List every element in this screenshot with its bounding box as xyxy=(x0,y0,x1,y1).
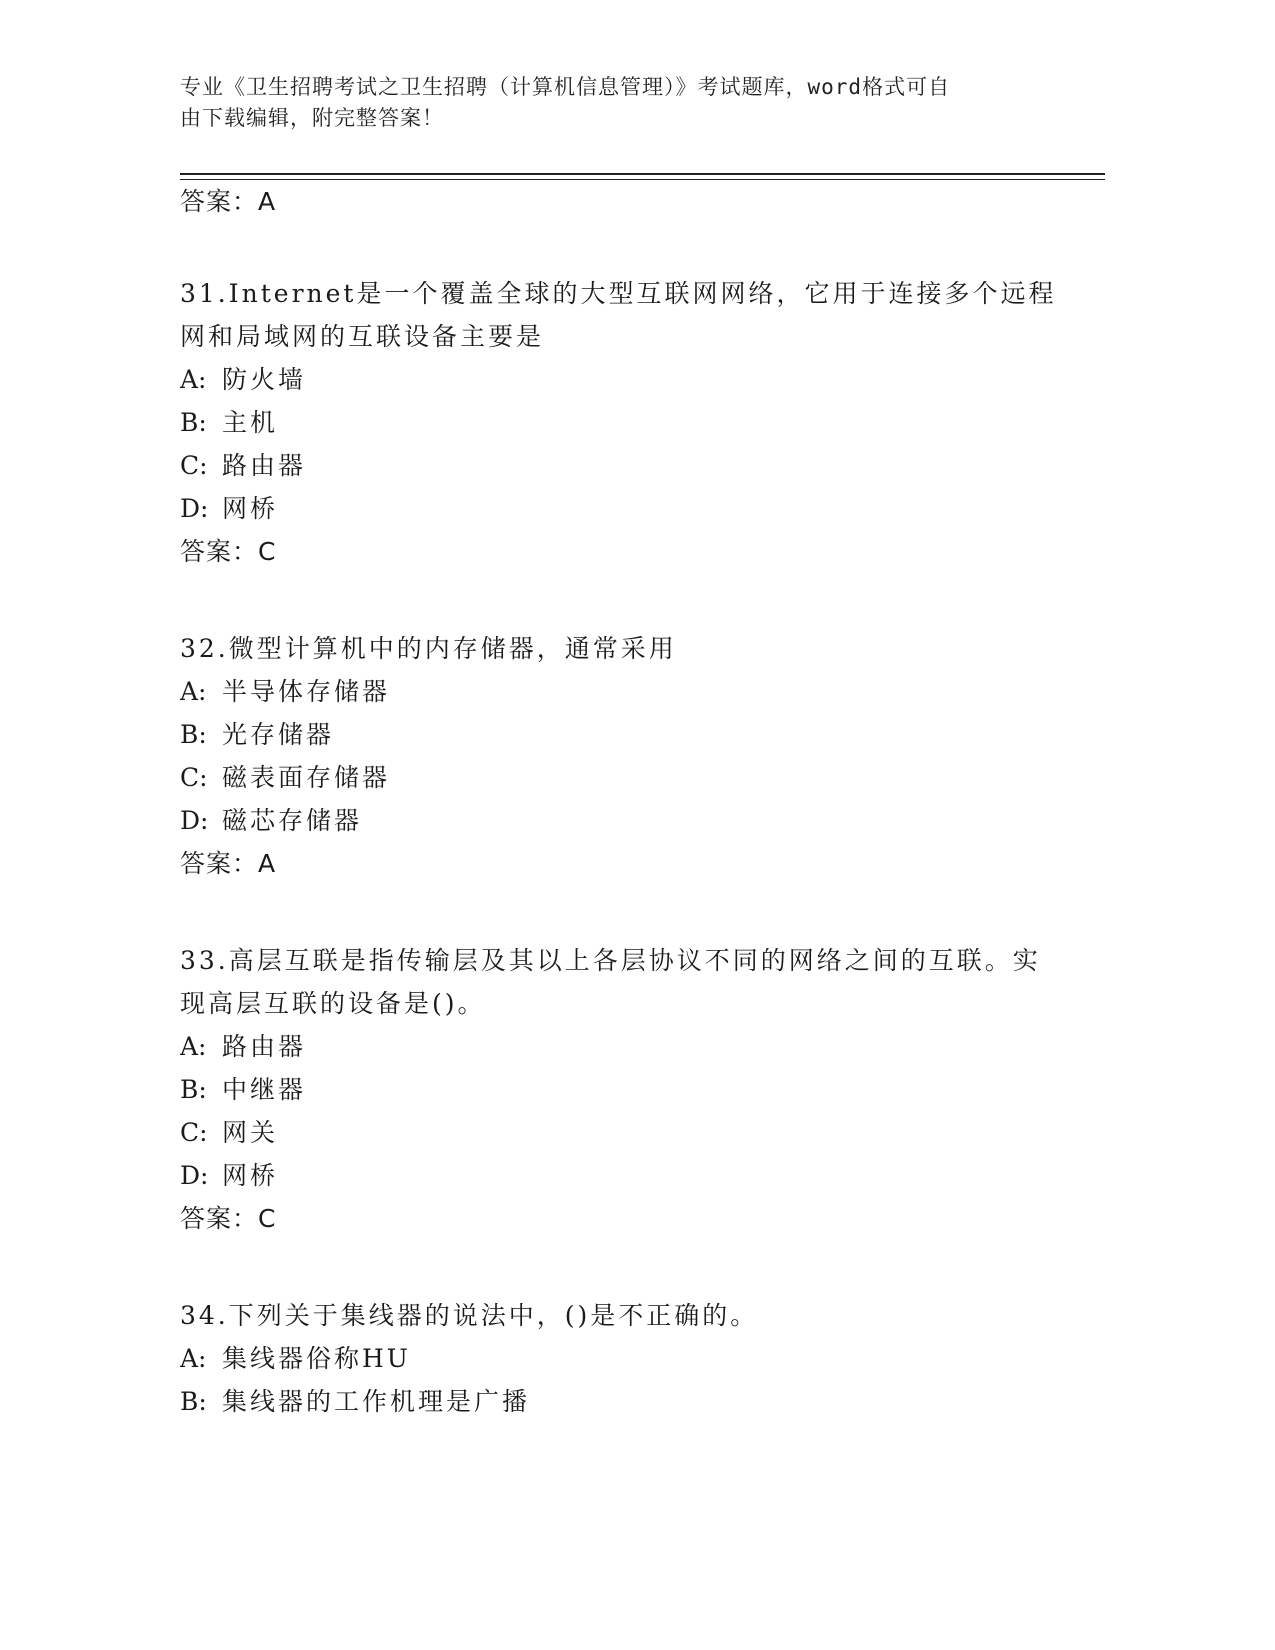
option-b xyxy=(180,713,1105,756)
option-key: A: xyxy=(180,677,207,706)
option-a xyxy=(180,670,1105,713)
question-text-line-2: 网和局域网的互联设备主要是 xyxy=(180,322,545,351)
document-header xyxy=(180,72,1050,134)
option-b xyxy=(180,401,1105,444)
question-text-line-2: 现高层互联的设备是()。 xyxy=(180,989,486,1018)
option-a xyxy=(180,1025,1105,1068)
header-title-line-1: 专业《卫生招聘考试之卫生招聘（计算机信息管理）》考试题库，word格式可自 xyxy=(180,75,951,99)
option-b xyxy=(180,1068,1105,1111)
option-a xyxy=(180,1337,1105,1380)
question-33 xyxy=(180,939,1105,1241)
question-32 xyxy=(180,627,1105,886)
option-key: B: xyxy=(180,720,207,749)
option-d xyxy=(180,487,1105,530)
option-text: 网关 xyxy=(222,1118,279,1147)
option-text: 路由器 xyxy=(222,1032,307,1061)
option-key: C: xyxy=(180,763,208,792)
option-text: 光存储器 xyxy=(222,720,335,749)
option-d xyxy=(180,799,1105,842)
option-text: 路由器 xyxy=(222,451,307,480)
option-c xyxy=(180,444,1105,487)
previous-answer: 答案：A xyxy=(180,187,277,216)
option-text: 半导体存储器 xyxy=(222,677,391,706)
document-content xyxy=(180,185,1105,1423)
answer: 答案：C xyxy=(180,1204,277,1233)
option-text: 磁芯存储器 xyxy=(222,806,363,835)
question-text-line-1: 33.高层互联是指传输层及其以上各层协议不同的网络之间的互联。实 xyxy=(180,946,1041,975)
option-key: C: xyxy=(180,1118,208,1147)
option-text: 集线器的工作机理是广播 xyxy=(222,1387,531,1416)
option-key: B: xyxy=(180,1075,207,1104)
question-34 xyxy=(180,1294,1105,1423)
header-title-line-2: 由下载编辑，附完整答案！ xyxy=(180,106,444,130)
option-key: A: xyxy=(180,1032,207,1061)
option-key: C: xyxy=(180,451,208,480)
answer: 答案：A xyxy=(180,849,277,878)
option-key: A: xyxy=(180,1344,207,1373)
option-b xyxy=(180,1380,1105,1423)
option-key: D: xyxy=(180,1161,209,1190)
option-text: 集线器俗称HU xyxy=(222,1344,411,1373)
option-text: 磁表面存储器 xyxy=(222,763,391,792)
option-c xyxy=(180,756,1105,799)
option-text: 中继器 xyxy=(222,1075,307,1104)
option-key: A: xyxy=(180,365,207,394)
option-key: B: xyxy=(180,408,207,437)
question-text-line-1: 34.下列关于集线器的说法中，()是不正确的。 xyxy=(180,1301,759,1330)
header-divider-thin xyxy=(180,179,1105,180)
answer: 答案：C xyxy=(180,537,277,566)
header-divider-thick xyxy=(180,173,1105,175)
question-31 xyxy=(180,272,1105,574)
question-text-line-1: 32.微型计算机中的内存储器，通常采用 xyxy=(180,634,677,663)
option-text: 防火墙 xyxy=(222,365,307,394)
option-key: B: xyxy=(180,1387,207,1416)
option-c xyxy=(180,1111,1105,1154)
option-text: 主机 xyxy=(222,408,279,437)
question-text-line-1: 31.Internet是一个覆盖全球的大型互联网网络，它用于连接多个远程 xyxy=(180,279,1057,308)
option-text: 网桥 xyxy=(222,494,279,523)
option-a xyxy=(180,358,1105,401)
option-d xyxy=(180,1154,1105,1197)
option-key: D: xyxy=(180,494,209,523)
option-key: D: xyxy=(180,806,209,835)
option-text: 网桥 xyxy=(222,1161,279,1190)
